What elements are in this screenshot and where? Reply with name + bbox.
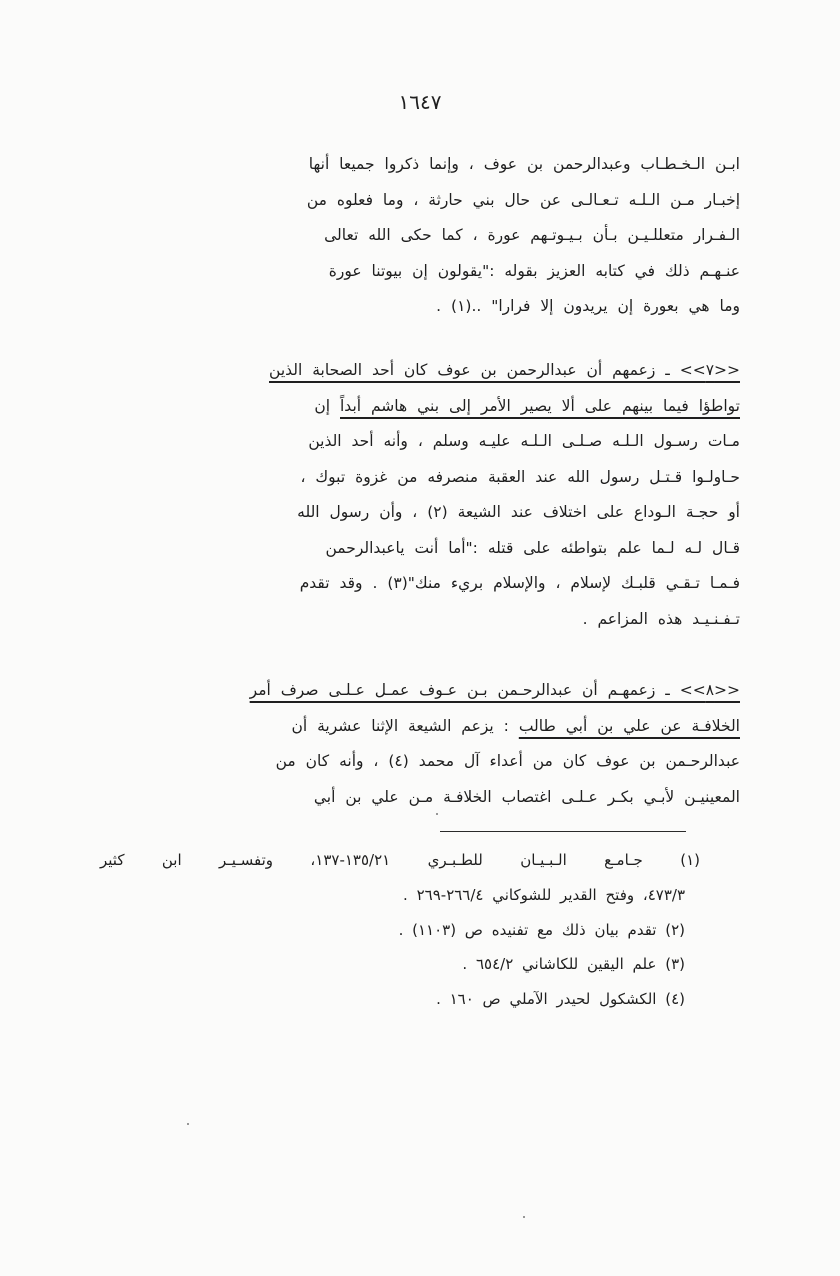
footnote-3: (٣) علم اليقين للكاشاني ٦٥٤/٢ .	[462, 955, 685, 973]
claim-7-heading-line	[105, 389, 740, 425]
text-line: ابـن الـخـطـاب وعبدالرحمن بن عوف ، وإنما ذكروا جميعا أنها	[308, 155, 740, 173]
text-line: إخبـار مـن الـلـه تـعـالـى عن حال بني حارثة ، وما فعلوه من	[306, 190, 740, 209]
claim-8-heading-line: <<٨>> ـ زعمهـم أن عبدالرحـمن بـن عـوف عمـل عـلـى صرف أمر	[249, 681, 740, 699]
text-line: تـفـنـيـد هذه المزاعم .	[582, 609, 740, 628]
paragraph-1	[105, 147, 740, 325]
text-line: فـمـا تـقـي قلبـك لإسلام ، والإسلام بريء منك"(٣) . وقد تقدم	[299, 574, 740, 592]
scan-speck	[187, 1123, 189, 1125]
footnote-2: (٢) تقدم بيان ذلك مع تفنيده ص (١١٠٣) .	[398, 921, 685, 939]
claim-7-heading-line: <<٧>> ـ زعمهم أن عبدالرحمن بن عوف كان أحد الصحابة الذين	[269, 361, 740, 379]
footnote-4: (٤) الكشكول لحيدر الآملي ص ١٦٠ .	[436, 990, 685, 1008]
text-span: إن	[314, 396, 340, 415]
claim-8-paragraph	[105, 673, 740, 815]
text-line: عبدالرحـمن بن عوف كان من أعداء آل محمد (٤) ، وأنه كان من	[275, 752, 740, 770]
text-span: : يزعم الشيعة الإثنا عشرية أن	[291, 716, 519, 735]
text-line: أو حجـة الـوداع على اختلاف عند الشيعة (٢) ، وأن رسول الله	[297, 503, 740, 521]
text-line: الـفـرار متعللـيـن بـأن بـيـوتـهم عورة ، كما حكى الله تعالى	[324, 226, 740, 244]
text-line: قـال لـه لـما علم بتواطئه على قتله :"أما أنت ياعبدالرحمن	[325, 538, 740, 557]
claim-7-paragraph	[105, 353, 740, 637]
text-line: حـاولـوا قـتـل رسول الله عند العقبة منصرفه من غزوة تبوك ،	[300, 467, 740, 486]
text-line: مـات رسـول الـلـه صـلـى الـلـه عليـه وسلم ، وأنه أحد الذين	[308, 432, 740, 450]
footnote-separator	[440, 831, 686, 832]
text-line: عنـهـم ذلك في كتابه العزيز بقوله :"يقولون إن بيوتنا عورة	[328, 261, 740, 280]
footnote-1-continued: ٤٧٣/٣، وفتح القدير للشوكاني ٢٦٦/٤-٢٦٩ .	[403, 886, 685, 904]
text-line: وما هي بعورة إن يريدون إلا فرارا" ..(١) .	[436, 297, 740, 315]
footnote-1: (١) جـامـع الـبـيـان للطـبـري ١٣٥/٢١-١٣٧، وتفسـيـر ابن كثير	[100, 851, 701, 869]
page-number: ١٦٤٧	[398, 90, 442, 114]
scan-speck	[523, 1216, 525, 1218]
underlined-text: الخلافـة عن علي بن أبي طالب	[518, 716, 740, 735]
underlined-text: تواطؤا فيما بينهم على ألا يصير الأمر إلى بني هاشم أبداً	[340, 396, 740, 415]
scan-speck	[436, 813, 438, 815]
text-line: المعينيـن لأبـي بكـر عـلـى اغتصاب الخلافـة مـن علي بن أبي	[313, 787, 740, 806]
claim-8-heading-line	[105, 709, 740, 745]
